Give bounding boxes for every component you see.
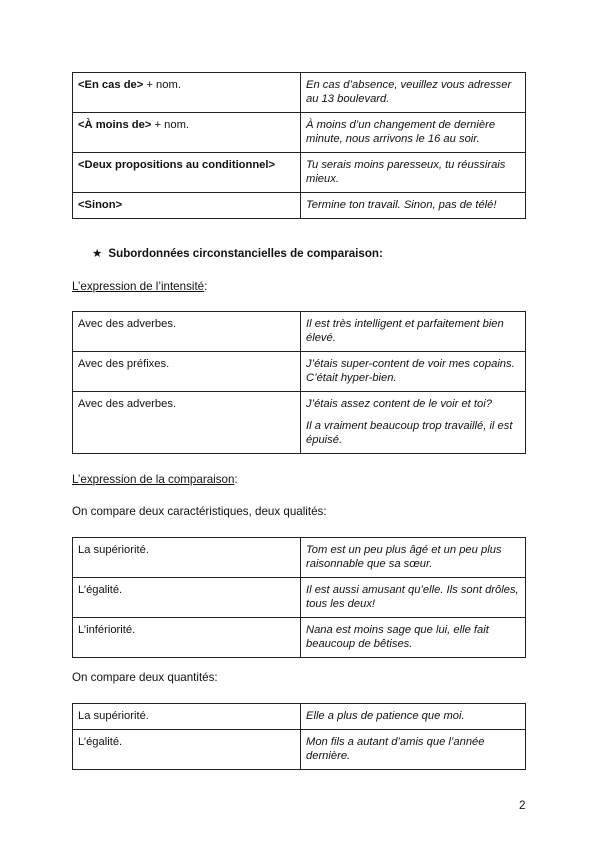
table-row [73, 352, 526, 392]
table-cell-term: <Sinon> [73, 193, 301, 219]
table-row [73, 113, 526, 153]
intensity-label: L’expression de l’intensité: [72, 280, 208, 293]
table-cell-example: En cas d’absence, veuillez vous adresser au 13 boulevard. [301, 73, 526, 113]
table-row [73, 193, 526, 219]
table-cell-label: L’égalité. [73, 730, 301, 770]
table-cell-example: Tom est un peu plus âgé et un peu plus raisonnable que sa sœur. [301, 538, 526, 578]
table-cell-example: Elle a plus de patience que moi. [301, 704, 526, 730]
section-heading: ★ Subordonnées circonstancielles de comparaison: [92, 247, 383, 260]
table-row [73, 312, 526, 352]
table-row [73, 392, 526, 454]
table-cell-label: Avec des préfixes. [73, 352, 301, 392]
quantities-table [72, 703, 526, 770]
conditions-table [72, 72, 526, 219]
qualities-table [72, 537, 526, 658]
table-cell-example: J’étais assez content de le voir et toi? Il a vraiment beaucoup trop travaillé, il est épuisé. [301, 392, 526, 454]
table-row [73, 704, 526, 730]
comparison-label: L’expression de la comparaison: [72, 473, 238, 486]
intensity-table [72, 311, 526, 454]
quantities-intro: On compare deux quantités: [72, 671, 218, 684]
qualities-intro: On compare deux caractéristiques, deux qualités: [72, 505, 327, 518]
table-row [73, 578, 526, 618]
table-cell-example: J’étais super-content de voir mes copains. C’était hyper-bien. [301, 352, 526, 392]
table-cell-term: <Deux propositions au conditionnel> [73, 153, 301, 193]
table-row [73, 618, 526, 658]
page-number: 2 [519, 799, 526, 812]
star-icon: ★ [92, 247, 103, 260]
table-row [73, 153, 526, 193]
table-cell-example: Nana est moins sage que lui, elle fait beaucoup de bêtises. [301, 618, 526, 658]
table-cell-label: La supériorité. [73, 704, 301, 730]
table-cell-example: Mon fils a autant d’amis que l’année dernière. [301, 730, 526, 770]
table-row [73, 538, 526, 578]
table-row [73, 730, 526, 770]
table-cell-example: À moins d’un changement de dernière minute, nous arrivons le 16 au soir. [301, 113, 526, 153]
table-cell-label: L’infériorité. [73, 618, 301, 658]
table-cell-example: Il est aussi amusant qu’elle. Ils sont drôles, tous les deux! [301, 578, 526, 618]
table-cell-example: Tu serais moins paresseux, tu réussirais mieux. [301, 153, 526, 193]
table-cell-example: Il est très intelligent et parfaitement bien élevé. [301, 312, 526, 352]
table-cell-term: <À moins de> + nom. [73, 113, 301, 153]
table-cell-label: Avec des adverbes. [73, 312, 301, 352]
table-cell-term: <En cas de> + nom. [73, 73, 301, 113]
table-cell-label: La supériorité. [73, 538, 301, 578]
table-cell-example: Termine ton travail. Sinon, pas de télé! [301, 193, 526, 219]
table-cell-label: L’égalité. [73, 578, 301, 618]
table-cell-label: Avec des adverbes. [73, 392, 301, 454]
table-row [73, 73, 526, 113]
